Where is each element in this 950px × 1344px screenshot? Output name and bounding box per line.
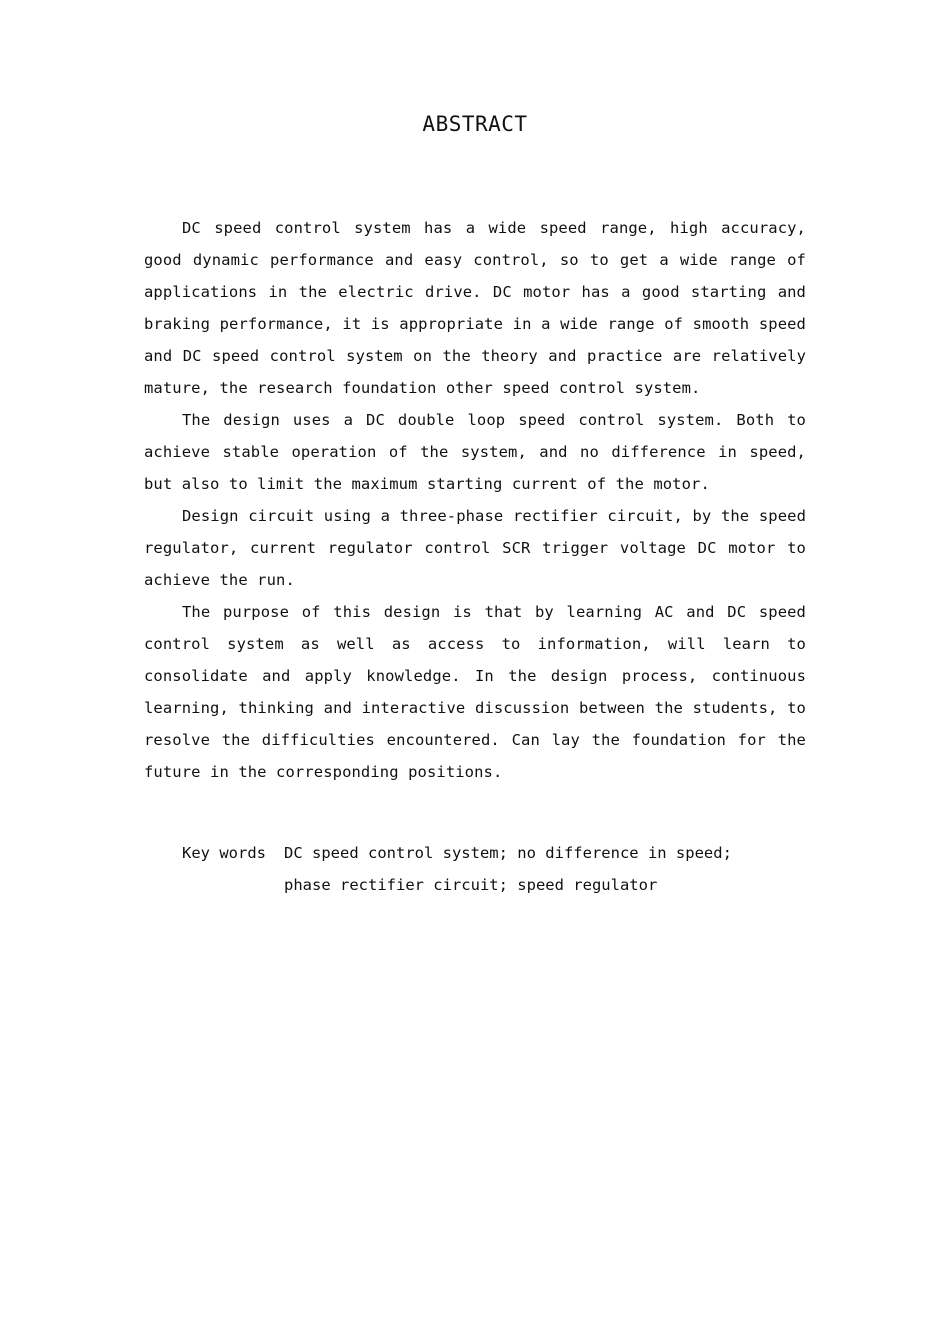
abstract-title: ABSTRACT: [422, 112, 528, 136]
keywords-line-1: DC speed control system; no difference in speed;: [284, 844, 732, 862]
abstract-paragraph-1: DC speed control system has a wide speed range, high accuracy, good dynamic performance and easy control, so to get a wide range of applications in the electric drive. DC motor has a good starting and braking performance, it is appropriate in a wide range of smooth speed and DC speed control system on the theory and practice are relatively mature, the research foundation other speed control system.: [144, 219, 806, 397]
keywords-line-2: phase rectifier circuit; speed regulator: [284, 876, 658, 894]
abstract-body: [144, 212, 806, 788]
abstract-paragraph-4: The purpose of this design is that by learning AC and DC speed control system as well as access to information, will learn to consolidate and apply knowledge. In the design process, continuous learning, thinking and interactive discussion between the students, to resolve the difficulties encountered. Can lay the foundation for the future in the corresponding positions.: [144, 603, 806, 781]
keywords-label: Key words: [182, 844, 266, 862]
keywords-list: [284, 837, 732, 901]
abstract-paragraph-3: Design circuit using a three-phase rectifier circuit, by the speed regulator, current regulator control SCR trigger voltage DC motor to achieve the run.: [144, 507, 806, 589]
keywords-block: [182, 837, 782, 901]
abstract-paragraph-2: The design uses a DC double loop speed control system. Both to achieve stable operation of the system, and no difference in speed, but also to limit the maximum starting current of the motor.: [144, 411, 806, 493]
